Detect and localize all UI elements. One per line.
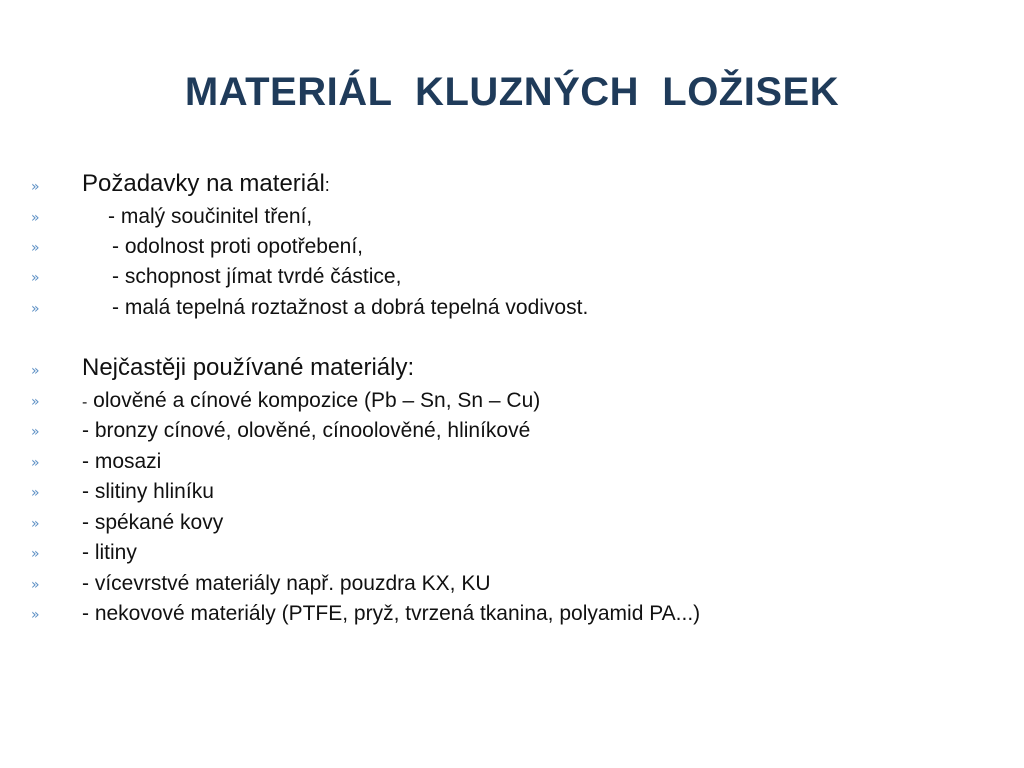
slide-title: MATERIÁL KLUZNÝCH LOŽISEK — [184, 70, 840, 114]
list-item — [0, 481, 1024, 511]
section-heading-colon: : — [324, 175, 330, 195]
material-item — [82, 390, 540, 411]
list-item — [0, 356, 1024, 386]
requirement-item: - malá tepelná roztažnost a dobrá tepelná vodivost. — [112, 296, 589, 319]
bullet-icon: » — [31, 363, 40, 379]
bullet-icon: » — [31, 394, 40, 410]
bullet-icon: » — [31, 516, 40, 532]
list-item — [0, 390, 1024, 420]
section-heading-text: Požadavky na materiál — [82, 170, 325, 197]
list-item — [0, 420, 1024, 450]
list-item — [0, 603, 1024, 633]
material-item: - vícevrstvé materiály např. pouzdra KX, KU — [82, 572, 491, 595]
bullet-icon: » — [31, 301, 40, 317]
requirement-item: - malý součinitel tření, — [108, 205, 313, 228]
material-item: - mosazi — [82, 450, 162, 473]
material-item-dash: - — [82, 394, 88, 411]
material-item-text: olověné a cínové kompozice (Pb – Sn, Sn – Cu) — [93, 389, 541, 412]
section-heading-materials: Nejčastěji používané materiály: — [82, 354, 415, 381]
list-item — [0, 236, 1024, 266]
list-item — [0, 573, 1024, 603]
bullet-icon: » — [31, 240, 40, 256]
material-item: - litiny — [82, 541, 137, 564]
list-item — [0, 451, 1024, 481]
bullet-icon: » — [31, 270, 40, 286]
list-item — [0, 266, 1024, 296]
section-heading-requirements — [82, 172, 330, 196]
list-item — [0, 172, 1024, 202]
material-item: - spékané kovy — [82, 511, 224, 534]
bullet-icon: » — [31, 179, 40, 195]
bullet-icon: » — [31, 455, 40, 471]
requirement-item: - odolnost proti opotřebení, — [112, 235, 363, 258]
material-item: - bronzy cínové, olověné, cínoolověné, hliníkové — [82, 419, 531, 442]
list-item — [0, 297, 1024, 327]
bullet-icon: » — [31, 424, 40, 440]
list-item — [0, 512, 1024, 542]
bullet-icon: » — [31, 607, 40, 623]
bullet-icon: » — [31, 485, 40, 501]
bullet-icon: » — [31, 210, 40, 226]
bullet-icon: » — [31, 546, 40, 562]
material-item: - nekovové materiály (PTFE, pryž, tvrzená tkanina, polyamid PA...) — [82, 602, 701, 625]
list-item — [0, 542, 1024, 572]
list-item — [0, 206, 1024, 236]
requirement-item: - schopnost jímat tvrdé částice, — [112, 265, 402, 288]
bullet-icon: » — [31, 577, 40, 593]
material-item: - slitiny hliníku — [82, 480, 214, 503]
